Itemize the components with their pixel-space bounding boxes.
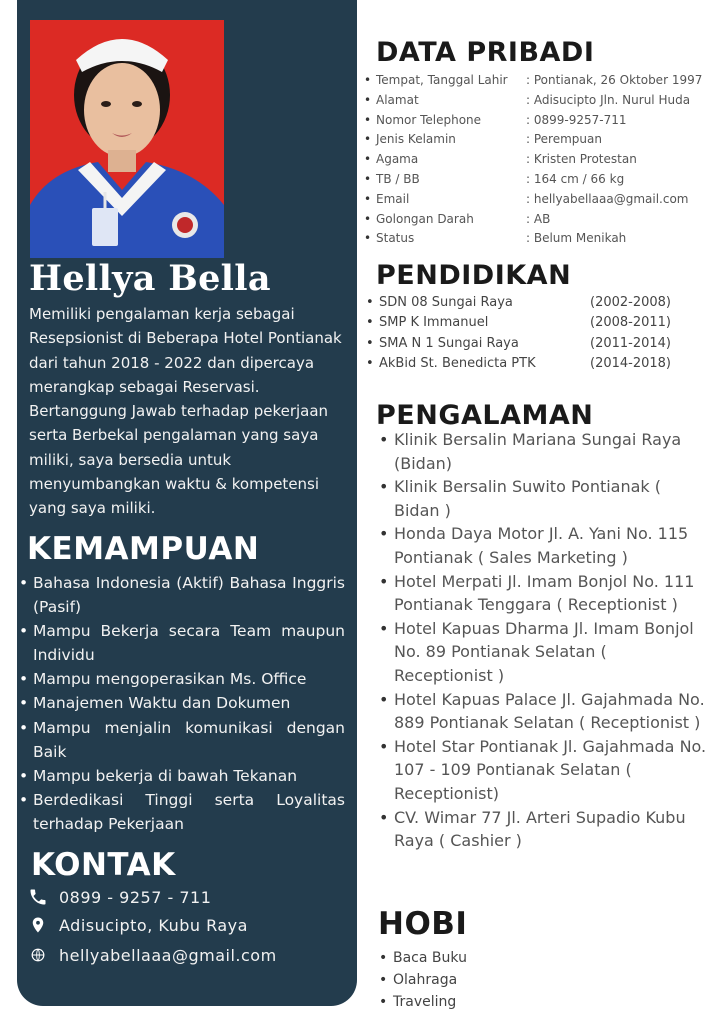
experience-item: • Hotel Kapuas Dharma Jl. Imam Bonjol No. 89 Pontianak Selatan ( Receptionist ) — [378, 617, 708, 688]
education-list — [364, 293, 671, 374]
phone-icon — [27, 886, 49, 908]
sidebar — [17, 0, 357, 1006]
education-school: SMP K Immanuel — [379, 315, 489, 331]
skills-list — [19, 571, 345, 836]
personal-row — [362, 190, 702, 210]
hobby-item: • Traveling — [378, 991, 467, 1013]
personal-value: : Kristen Protestan — [526, 152, 637, 167]
personal-label: Jenis Kelamin — [376, 132, 456, 147]
skill-item: • Mampu Bekerja secara Team maupun Individu — [19, 619, 345, 667]
experience-item: • Klinik Bersalin Mariana Sungai Raya (Bidan) — [378, 428, 708, 475]
personal-value: : Adisucipto Jln. Nurul Huda — [526, 92, 691, 107]
globe-icon — [27, 944, 49, 966]
hobbies-list — [378, 947, 467, 1013]
skills-heading: KEMAMPUAN — [27, 531, 260, 567]
experience-item: • CV. Wimar 77 Jl. Arteri Supadio Kubu Raya ( Cashier ) — [378, 806, 708, 853]
education-school: AkBid St. Benedicta PTK — [379, 355, 536, 371]
education-heading: PENDIDIKAN — [376, 260, 572, 291]
experience-item: • Hotel Kapuas Palace Jl. Gajahmada No. 889 Pontianak Selatan ( Receptionist ) — [378, 688, 708, 735]
skill-item: • Bahasa Indonesia (Aktif) Bahasa Inggris (Pasif) — [19, 571, 345, 619]
personal-row — [362, 170, 702, 190]
personal-label: Tempat, Tanggal Lahir — [376, 73, 508, 87]
candidate-name: Hellya Bella — [29, 258, 271, 299]
personal-label: Email — [376, 191, 410, 206]
personal-row — [362, 229, 702, 249]
skill-item: • Mampu menjalin komunikasi dengan Baik — [19, 716, 345, 764]
contact-email-text: hellyabellaaa@gmail.com — [59, 945, 277, 965]
hobby-item: • Baca Buku — [378, 947, 467, 969]
experience-item: • Hotel Star Pontianak Jl. Gajahmada No. 107 - 109 Pontianak Selatan ( Receptionist) — [378, 735, 708, 806]
personal-label: TB / BB — [376, 171, 420, 186]
contact-email — [27, 944, 277, 966]
personal-row — [362, 71, 702, 91]
hobby-item: • Olahraga — [378, 969, 467, 991]
profile-photo — [30, 20, 224, 258]
education-years: (2011-2014) — [590, 335, 672, 351]
contact-phone-text: 0899 - 9257 - 711 — [59, 887, 212, 907]
education-row — [364, 354, 671, 374]
experience-item: • Honda Daya Motor Jl. A. Yani No. 115 Pontianak ( Sales Marketing ) — [378, 522, 708, 569]
contact-heading: KONTAK — [31, 847, 176, 883]
contact-phone — [27, 886, 211, 908]
personal-label: Golongan Darah — [376, 211, 474, 226]
experience-list — [378, 428, 708, 853]
education-school: SDN 08 Sungai Raya — [379, 295, 513, 310]
personal-row — [362, 91, 702, 111]
education-years: (2014-2018) — [590, 355, 672, 371]
skill-item: • Berdedikasi Tinggi serta Loyalitas terhadap Pekerjaan — [19, 788, 345, 836]
hobbies-heading: HOBI — [378, 906, 468, 942]
contact-address-text: Adisucipto, Kubu Raya — [59, 915, 248, 935]
personal-row — [362, 111, 702, 131]
location-pin-icon — [27, 914, 49, 936]
profile-photo-illustration — [30, 20, 224, 258]
personal-label: Nomor Telephone — [376, 112, 482, 127]
education-row — [364, 334, 671, 354]
personal-row — [362, 150, 702, 170]
skill-item: • Manajemen Waktu dan Dokumen — [19, 691, 345, 715]
personal-value: : Belum Menikah — [526, 231, 627, 246]
personal-label: Agama — [376, 152, 419, 167]
personal-label: Alamat — [376, 92, 419, 107]
profile-summary: Memiliki pengalaman kerja sebagai Resepsionist di Beberapa Hotel Pontianak dari tahun 2018 - 2022 dan dipercaya merangkap sebagai Reservasi. Bertanggung Jawab terhadap pekerjaan serta Berbekal pengalaman yang saya miliki, saya bersedia untuk menyumbangkan waktu & kompetensi yang saya miliki. — [29, 305, 342, 518]
personal-value: : AB — [526, 211, 551, 226]
personal-row — [362, 130, 702, 150]
personal-label: Status — [376, 231, 415, 246]
experience-heading: PENGALAMAN — [376, 400, 594, 431]
education-years: (2002-2008) — [590, 295, 672, 310]
education-school: SMA N 1 Sungai Raya — [379, 335, 519, 351]
education-years: (2008-2011) — [590, 315, 672, 331]
personal-value: : Pontianak, 26 Oktober 1997 — [526, 73, 703, 87]
personal-data-heading: DATA PRIBADI — [376, 37, 595, 68]
skill-item: • Mampu mengoperasikan Ms. Office — [19, 667, 345, 691]
personal-data-list — [362, 71, 702, 249]
personal-row — [362, 210, 702, 230]
personal-value: : 0899-9257-711 — [526, 112, 627, 127]
personal-value: : Perempuan — [526, 132, 602, 147]
contact-address — [27, 914, 248, 936]
education-row — [364, 313, 671, 333]
personal-value: : 164 cm / 66 kg — [526, 171, 625, 186]
personal-value: : hellyabellaaa@gmail.com — [526, 191, 689, 206]
experience-item: • Klinik Bersalin Suwito Pontianak ( Bidan ) — [378, 475, 708, 522]
experience-item: • Hotel Merpati Jl. Imam Bonjol No. 111 Pontianak Tenggara ( Receptionist ) — [378, 570, 708, 617]
education-row — [364, 293, 671, 313]
skill-item: • Mampu bekerja di bawah Tekanan — [19, 764, 345, 788]
